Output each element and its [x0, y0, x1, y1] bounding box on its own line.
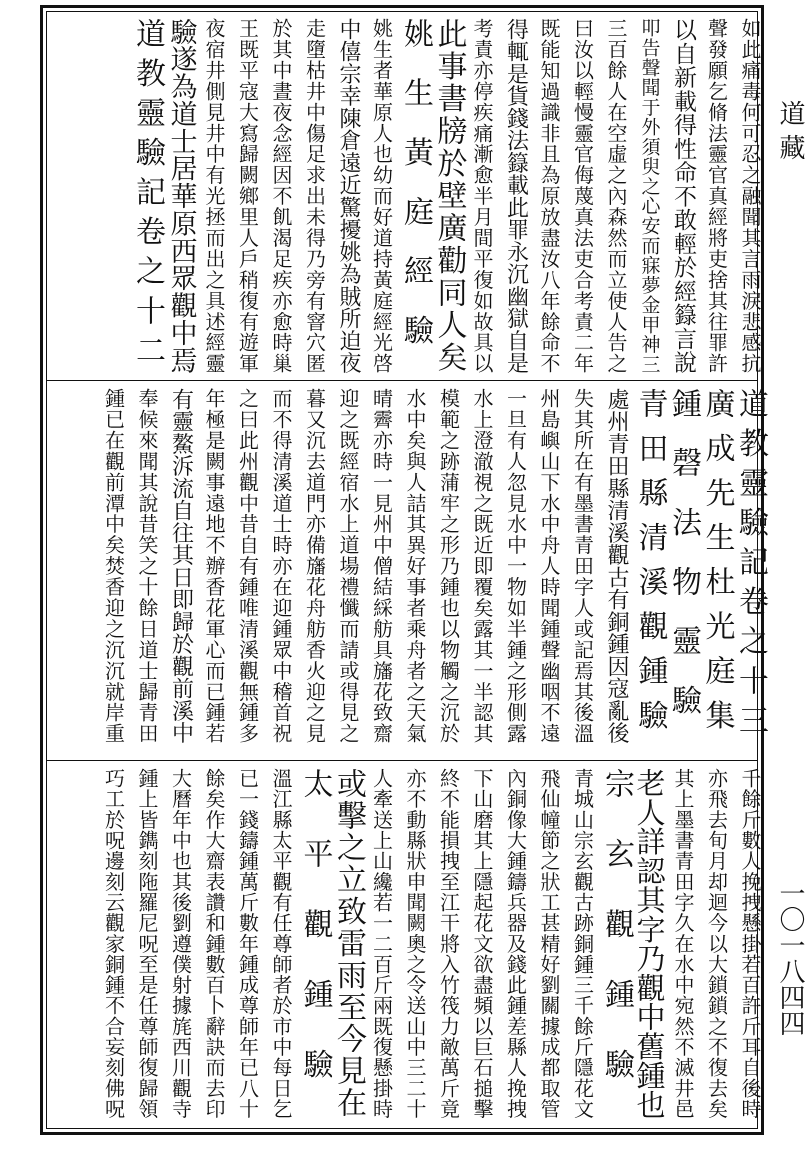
- text-column: 溫江縣太平觀有任尊師者於市中每日乞: [269, 768, 293, 1119]
- text-column: 走墮枯井中傷足求出未得乃旁有窨穴匿: [302, 18, 327, 374]
- text-column: 姚生者華原人也幼而好道持黃庭經光啓: [369, 18, 394, 374]
- text-column: 飛仙幢節之狀工甚精好劉關據成都取管: [537, 768, 561, 1119]
- text-column: 一旦有人忽見水中一物如半鍾之形側露: [503, 388, 528, 744]
- text-column: 聲發願乞脩法靈官真經將吏捨其往罪許: [704, 18, 729, 374]
- text-column: 千餘斤數人挽拽懸掛若百許斤耳自後時: [738, 768, 762, 1119]
- text-column: 鍾已在觀前潭中矣焚香迎之沉沉就岸重: [101, 388, 126, 744]
- text-column: 既能知過識非且為原放盡汝八年餘命不: [537, 18, 561, 374]
- text-column: 州島嶼山下水中舟人時聞鍾聲幽咽不遠: [537, 388, 561, 744]
- register-divider-1: [46, 380, 758, 381]
- text-column: 而不得清溪道士時亦在迎鍾眾中稽首祝: [269, 388, 293, 744]
- text-column: 內銅像大鍾鑄兵器及錢此鍾差縣人挽拽: [503, 768, 528, 1119]
- text-column: 於其中晝夜念經因不飢渴足疾亦愈時巢: [269, 18, 293, 374]
- register-divider-2: [46, 760, 758, 761]
- text-column: 之曰此州觀中昔自有鍾唯清溪觀無鍾多: [235, 388, 260, 744]
- text-column: 或擊之立致雷雨至今見在: [331, 768, 366, 1119]
- text-column: 姚生黃庭經驗: [398, 18, 433, 374]
- text-column: 下山磨其上隱起花文欲盡頻以巨石搥擊: [470, 768, 494, 1119]
- text-column: 鍾磬法物靈驗: [666, 388, 701, 744]
- text-column: 王既平寇大寫歸闕鄉里人戶稍復有遊軍: [235, 18, 260, 374]
- text-column: 道教靈驗記卷之十二: [130, 18, 165, 374]
- text-column: 終不能損拽至江干將入竹筏力敵萬斤竟: [436, 768, 461, 1119]
- text-column: 其上墨書青田字久在水中宛然不滅井邑: [671, 768, 695, 1119]
- text-column: 人牽送上山纔若一二百斤兩既復懸掛時: [369, 768, 394, 1119]
- text-column: 考責亦停疾痛漸愈半月間平復如故具以: [470, 18, 494, 374]
- text-column: 水上澄澈視之既近即覆矣露其一半認其: [470, 388, 494, 744]
- text-column: 失其所在有墨書青田字人或記焉其後溫: [570, 388, 595, 744]
- text-column: 奉候來聞其說昔笑之十餘日道士歸青田: [135, 388, 159, 744]
- text-column: 處州青田縣清溪觀古有銅鍾因寇亂後: [604, 388, 629, 744]
- text-column: 廣成先生杜光庭集: [699, 388, 735, 744]
- text-column: 大曆年中也其後劉遵僕射據旄西川觀寺: [168, 768, 193, 1119]
- text-column: 中僖宗幸陳倉遠近驚擾姚為賊所迫夜: [336, 18, 361, 374]
- text-column: 有靈鰲泝流自往其日即歸於觀前溪中: [168, 388, 194, 744]
- text-column: 迎之既經宿水上道場禮懺而請或得見之: [336, 388, 360, 744]
- text-column: 巧工於呪邊刻云觀家銅鍾不合妄刻佛呪: [101, 768, 126, 1119]
- text-column: 青城山宗玄觀古跡銅鍾三千餘斤隱花文: [570, 768, 595, 1119]
- text-column: 餘矣作大齋表讚和鍾數百卜辭訣而去印: [202, 768, 226, 1119]
- text-column: 曰汝以輕慢靈官侮蔑真法吏合考責二年: [570, 18, 595, 374]
- text-column: 道教靈驗記卷之十三: [733, 388, 768, 744]
- text-column: 鍾上皆鐫刻陁羅尼呪至是任尊師復歸領: [135, 768, 159, 1119]
- text-column: 青田縣清溪觀鍾驗: [632, 388, 668, 744]
- text-column: 年極是闕事遠地不辦香花軍心而已鍾若: [202, 388, 226, 744]
- text-column: 此事書牓於壁廣勸同人矣: [431, 18, 467, 374]
- text-column: 以自新載得性命不敢輕於經籙言說: [670, 18, 696, 374]
- text-column: 暮又沉去道門亦備旛花舟舫香火迎之見: [302, 388, 327, 744]
- text-column: 晴霽亦時一見州中僧結綵舫具旛花致齋: [369, 388, 394, 744]
- text-column: 如此痛毒何可忍之融聞其言雨淚悲感抗: [738, 18, 762, 374]
- text-column: 太平觀鍾驗: [297, 768, 333, 1119]
- text-column: 得輒是貨錢法籙載此罪永沉幽獄自是: [503, 18, 529, 374]
- text-column: 水中矣與人詰其異好事者乘舟者之天氣: [403, 388, 427, 744]
- text-column: 亦飛去旬月却迴今以大鎖鎖之不復去矣: [704, 768, 729, 1119]
- text-column: 已一錢鑄鍾萬斤數年鍾成尊師年已八十: [235, 768, 260, 1119]
- text-column: 模範之跡蒲牢之形乃鍾也以物觸之沉於: [436, 388, 461, 744]
- margin-top-label: 道 藏: [775, 100, 805, 161]
- text-column: 亦不動縣狀申聞闕奧之令送山中三二十: [403, 768, 427, 1119]
- text-column: 夜宿井側見井中有光拯而出之具述經靈: [202, 18, 226, 374]
- text-column: 叩告聲聞于外須臾之心安而寐夢金甲神三: [638, 18, 661, 374]
- text-column: 三百餘人在空虛之內森然而立使人告之: [604, 18, 628, 374]
- text-column: 宗玄觀鍾驗: [599, 768, 634, 1119]
- text-column: 老人詳認其字乃觀中舊鍾也: [632, 768, 667, 1119]
- margin-page-number: 一〇一八四四: [775, 880, 805, 1036]
- text-column: 驗遂為道士居華原西眾觀中焉: [165, 18, 197, 374]
